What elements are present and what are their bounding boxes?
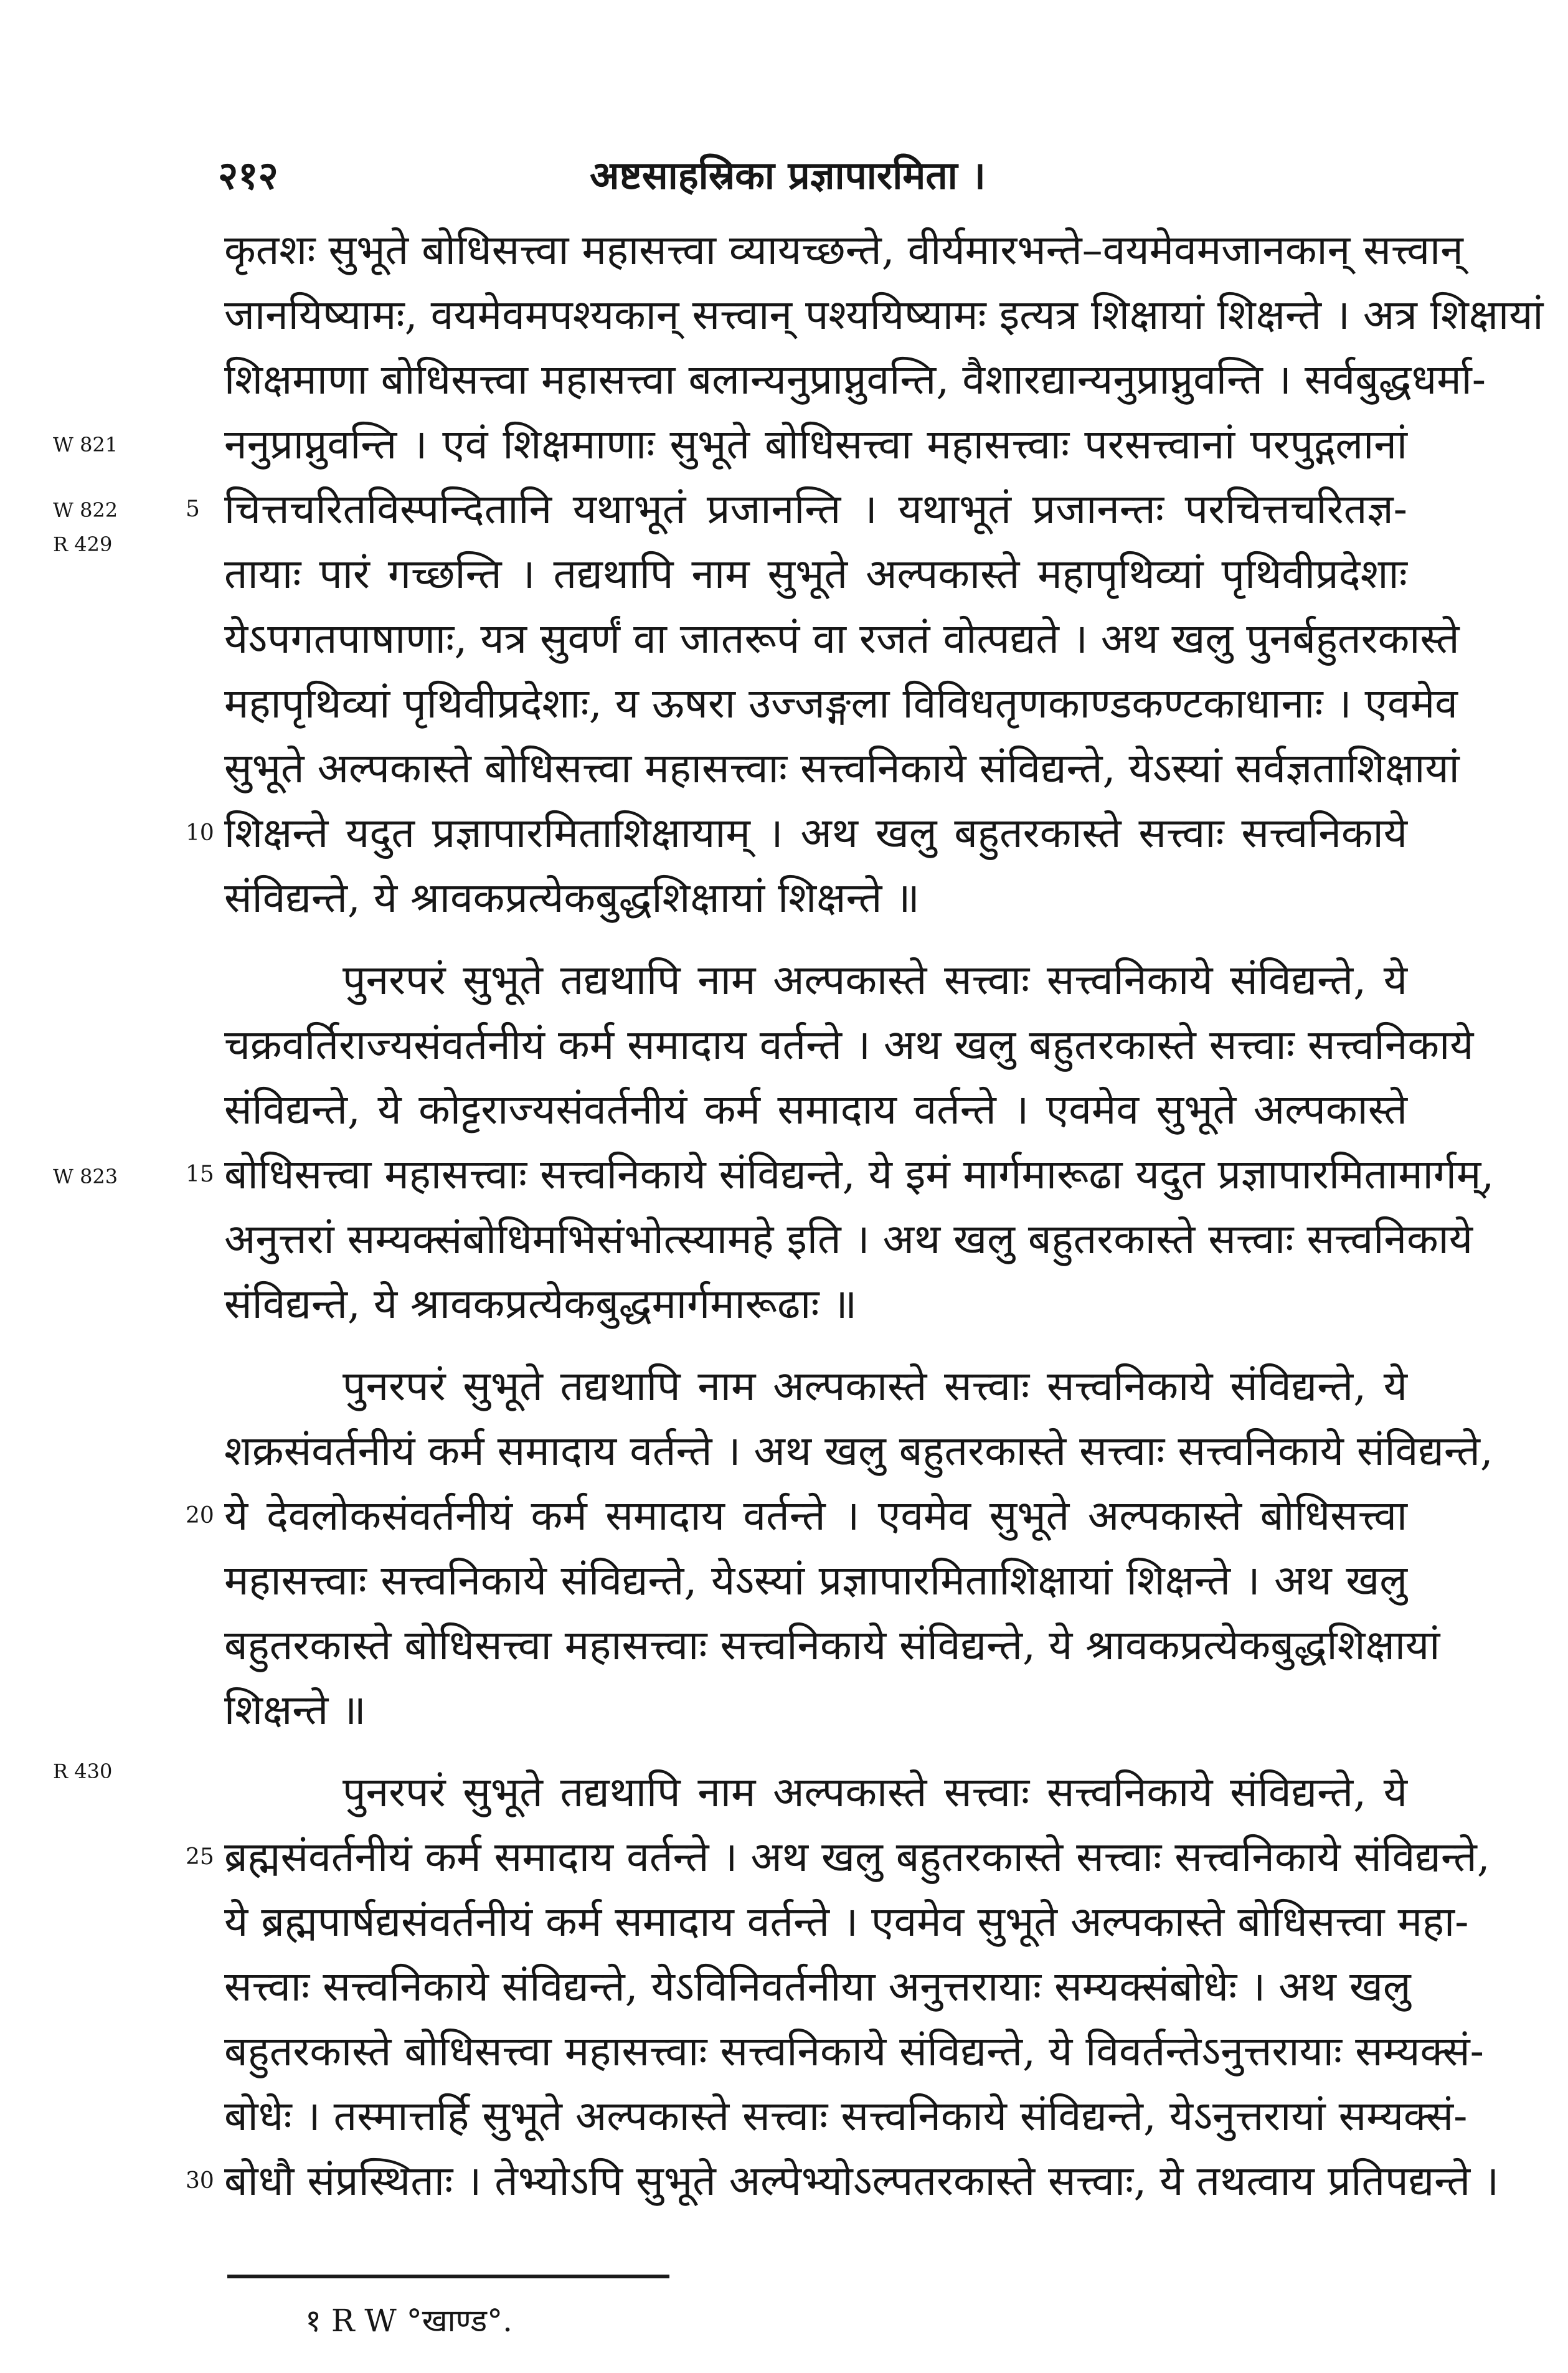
text-line [224, 671, 1458, 736]
text-line [224, 542, 1407, 607]
line-text: पुनरपरं सुभूते तद्यथापि नाम अल्पकास्ते सत्त्वाः सत्त्वनिकाये संविद्यन्ते, ये [342, 956, 1407, 1004]
text-line [224, 1678, 1407, 1743]
text-line [224, 1207, 1473, 1272]
text-line [224, 2019, 1484, 2084]
text-line [224, 1890, 1469, 1954]
line-text: शिक्षन्ते यदुत प्रज्ञापारमिताशिक्षायाम् । अथ खलु बहुतरकास्ते सत्त्वाः सत्त्वनिकाये [224, 809, 1407, 857]
line-number: 15 [186, 1162, 214, 1187]
line-text: बोधिसत्त्वा महासत्त्वाः सत्त्वनिकाये संविद्यन्ते, ये इमं मार्गमारूढा यदुत प्रज्ञापारमितामार्गम्, [224, 1150, 1495, 1198]
line-text: येऽपगतपाषाणाः, यत्र सुवर्णं वा जातरूपं वा रजतं वोत्पद्यते । अथ खलु पुनर्बहुतरकास्ते [224, 615, 1460, 663]
line-text: शक्रसंवर्तनीयं कर्म समादाय वर्तन्ते । अथ खलु बहुतरकास्ते सत्त्वाः सत्त्वनिकाये संविद्यन्ते, [224, 1427, 1493, 1475]
margin-ref: W 822 [53, 498, 118, 522]
line-text: जानयिष्यामः, वयमेवमपश्यकान् सत्त्वान् पश्ययिष्यामः इत्यत्र शिक्षायां शिक्षन्ते । अत्र शिक्षायां [224, 291, 1544, 339]
text-line [224, 866, 1407, 931]
text-line [186, 477, 1407, 542]
line-text: चक्रवर्तिराज्यसंवर्तनीयं कर्म समादाय वर्तन्ते । अथ खलु बहुतरकास्ते सत्त्वाः सत्त्वनिकाये [224, 1021, 1474, 1069]
text-line [224, 1613, 1440, 1678]
paragraph [186, 1354, 1493, 1743]
line-text: ये देवलोकसंवर्तनीयं कर्म समादाय वर्तन्ते । एवमेव सुभूते अल्पकास्ते बोधिसत्त्वा [224, 1492, 1407, 1540]
text-line [186, 1825, 1490, 1890]
text-line [224, 412, 1407, 477]
paragraph [186, 218, 1544, 931]
line-text: बोधेः । तस्मात्तर्हि सुभूते अल्पकास्ते सत्त्वाः सत्त्वनिकाये संविद्यन्ते, येऽनुत्तरायां सम्यक्सं- [224, 2092, 1468, 2140]
margin-ref: R 429 [53, 533, 113, 556]
text-line [186, 2149, 1500, 2214]
running-title: अष्टसाहस्रिका प्रज्ञापारमिता । [590, 153, 986, 198]
line-text: पुनरपरं सुभूते तद्यथापि नाम अल्पकास्ते सत्त्वाः सत्त्वनिकाये संविद्यन्ते, ये [342, 1768, 1407, 1816]
text-line [224, 1954, 1411, 2019]
line-text: पुनरपरं सुभूते तद्यथापि नाम अल्पकास्ते सत्त्वाः सत्त्वनिकाये संविद्यन्ते, ये [342, 1362, 1407, 1410]
line-text: महासत्त्वाः सत्त्वनिकाये संविद्यन्ते, येऽस्यां प्रज्ञापारमिताशिक्षायां शिक्षन्ते । अथ खलु [224, 1556, 1407, 1604]
line-text: बहुतरकास्ते बोधिसत्त्वा महासत्त्वाः सत्त्वनिकाये संविद्यन्ते, ये विवर्तन्तेऽनुत्तरायाः सम्यक्सं- [224, 2027, 1484, 2075]
line-text: बहुतरकास्ते बोधिसत्त्वा महासत्त्वाः सत्त्वनिकाये संविद्यन्ते, ये श्रावकप्रत्येकबुद्धशिक्षायां [224, 1621, 1440, 1669]
line-text: अनुत्तरां सम्यक्संबोधिमभिसंभोत्स्यामहे इति । अथ खलु बहुतरकास्ते सत्त्वाः सत्त्वनिकाये [224, 1215, 1473, 1263]
line-text: बोधौ संप्रस्थिताः । तेभ्योऽपि सुभूते अल्पेभ्योऽल्पतरकास्ते सत्त्वाः, ये तथत्वाय प्रतिपद्यन्ते । [224, 2157, 1500, 2205]
line-text: कृतशः सुभूते बोधिसत्त्वा महासत्त्वा व्यायच्छन्ते, वीर्यमारभन्ते–वयमेवमजानकान् सत्त्वान् [224, 226, 1463, 274]
line-text: शिक्षन्ते ॥ [224, 1686, 366, 1734]
text-line [224, 218, 1463, 283]
text-line [224, 736, 1460, 801]
page-number: २१२ [218, 153, 278, 198]
body-text [186, 218, 1544, 2231]
text-line [224, 1760, 1407, 1825]
text-line [224, 2084, 1468, 2149]
margin-ref: R 430 [53, 1760, 113, 1783]
line-text: संविद्यन्ते, ये श्रावकप्रत्येकबुद्धशिक्षायां शिक्षन्ते ॥ [224, 874, 920, 922]
text-line [186, 801, 1407, 866]
line-text: ननुप्राप्नुवन्ति । एवं शिक्षमाणाः सुभूते बोधिसत्त्वा महासत्त्वाः परसत्त्वानां परपुद्गलानां [224, 420, 1407, 468]
line-number: 5 [186, 496, 200, 522]
text-line [186, 1142, 1495, 1207]
text-line [224, 1272, 1407, 1337]
text-line [224, 348, 1486, 412]
line-text: संविद्यन्ते, ये श्रावकप्रत्येकबुद्धमार्गमारूढाः ॥ [224, 1280, 857, 1328]
text-line [224, 283, 1544, 348]
line-text: तायाः पारं गच्छन्ति । तद्यथापि नाम सुभूते अल्पकास्ते महापृथिव्यां पृथिवीप्रदेशाः [224, 550, 1407, 598]
text-line [224, 1419, 1493, 1484]
paragraph [186, 948, 1495, 1337]
line-number: 30 [186, 2168, 214, 2194]
text-line [224, 607, 1460, 671]
line-number: 10 [186, 820, 214, 846]
footnote-divider [227, 2275, 669, 2278]
text-line [224, 1548, 1407, 1613]
text-line [224, 948, 1407, 1013]
margin-ref: W 821 [53, 433, 118, 457]
line-text: महापृथिव्यां पृथिवीप्रदेशाः, य ऊषरा उज्जङ्गला विविधतृणकाण्डकण्टकाधानाः । एवमेव [224, 680, 1458, 727]
footnote: १ R W °खाण्ड°. [305, 2303, 512, 2339]
page-header [181, 148, 1395, 204]
margin-ref: W 823 [53, 1165, 118, 1188]
line-number: 25 [186, 1844, 214, 1870]
line-text: शिक्षमाणा बोधिसत्त्वा महासत्त्वा बलान्यनुप्राप्नुवन्ति, वैशारद्यान्यनुप्राप्नुवन्ति । सर्वबुद्धधर्मा- [224, 356, 1486, 404]
line-text: सत्त्वाः सत्त्वनिकाये संविद्यन्ते, येऽविनिवर्तनीया अनुत्तरायाः सम्यक्संबोधेः । अथ खलु [224, 1963, 1411, 2011]
line-text: चित्तचरितविस्पन्दितानि यथाभूतं प्रजानन्ति । यथाभूतं प्रजानन्तः परचित्तचरितज्ञ- [224, 485, 1407, 533]
line-text: संविद्यन्ते, ये कोट्टराज्यसंवर्तनीयं कर्म समादाय वर्तन्ते । एवमेव सुभूते अल्पकास्ते [224, 1086, 1407, 1134]
line-text: सुभूते अल्पकास्ते बोधिसत्त्वा महासत्त्वाः सत्त्वनिकाये संविद्यन्ते, येऽस्यां सर्वज्ञताशिक्षायां [224, 744, 1460, 792]
text-line [224, 1078, 1407, 1142]
paragraph [186, 1760, 1500, 2214]
text-line [186, 1484, 1407, 1548]
text-line [224, 1354, 1407, 1419]
line-text: ये ब्रह्मपार्षद्यसंवर्तनीयं कर्म समादाय वर्तन्ते । एवमेव सुभूते अल्पकास्ते बोधिसत्त्वा महा- [224, 1898, 1469, 1946]
text-line [224, 1013, 1474, 1078]
line-number: 20 [186, 1503, 214, 1528]
line-text: ब्रह्मसंवर्तनीयं कर्म समादाय वर्तन्ते । अथ खलु बहुतरकास्ते सत्त्वाः सत्त्वनिकाये संविद्यन्ते, [224, 1833, 1490, 1881]
